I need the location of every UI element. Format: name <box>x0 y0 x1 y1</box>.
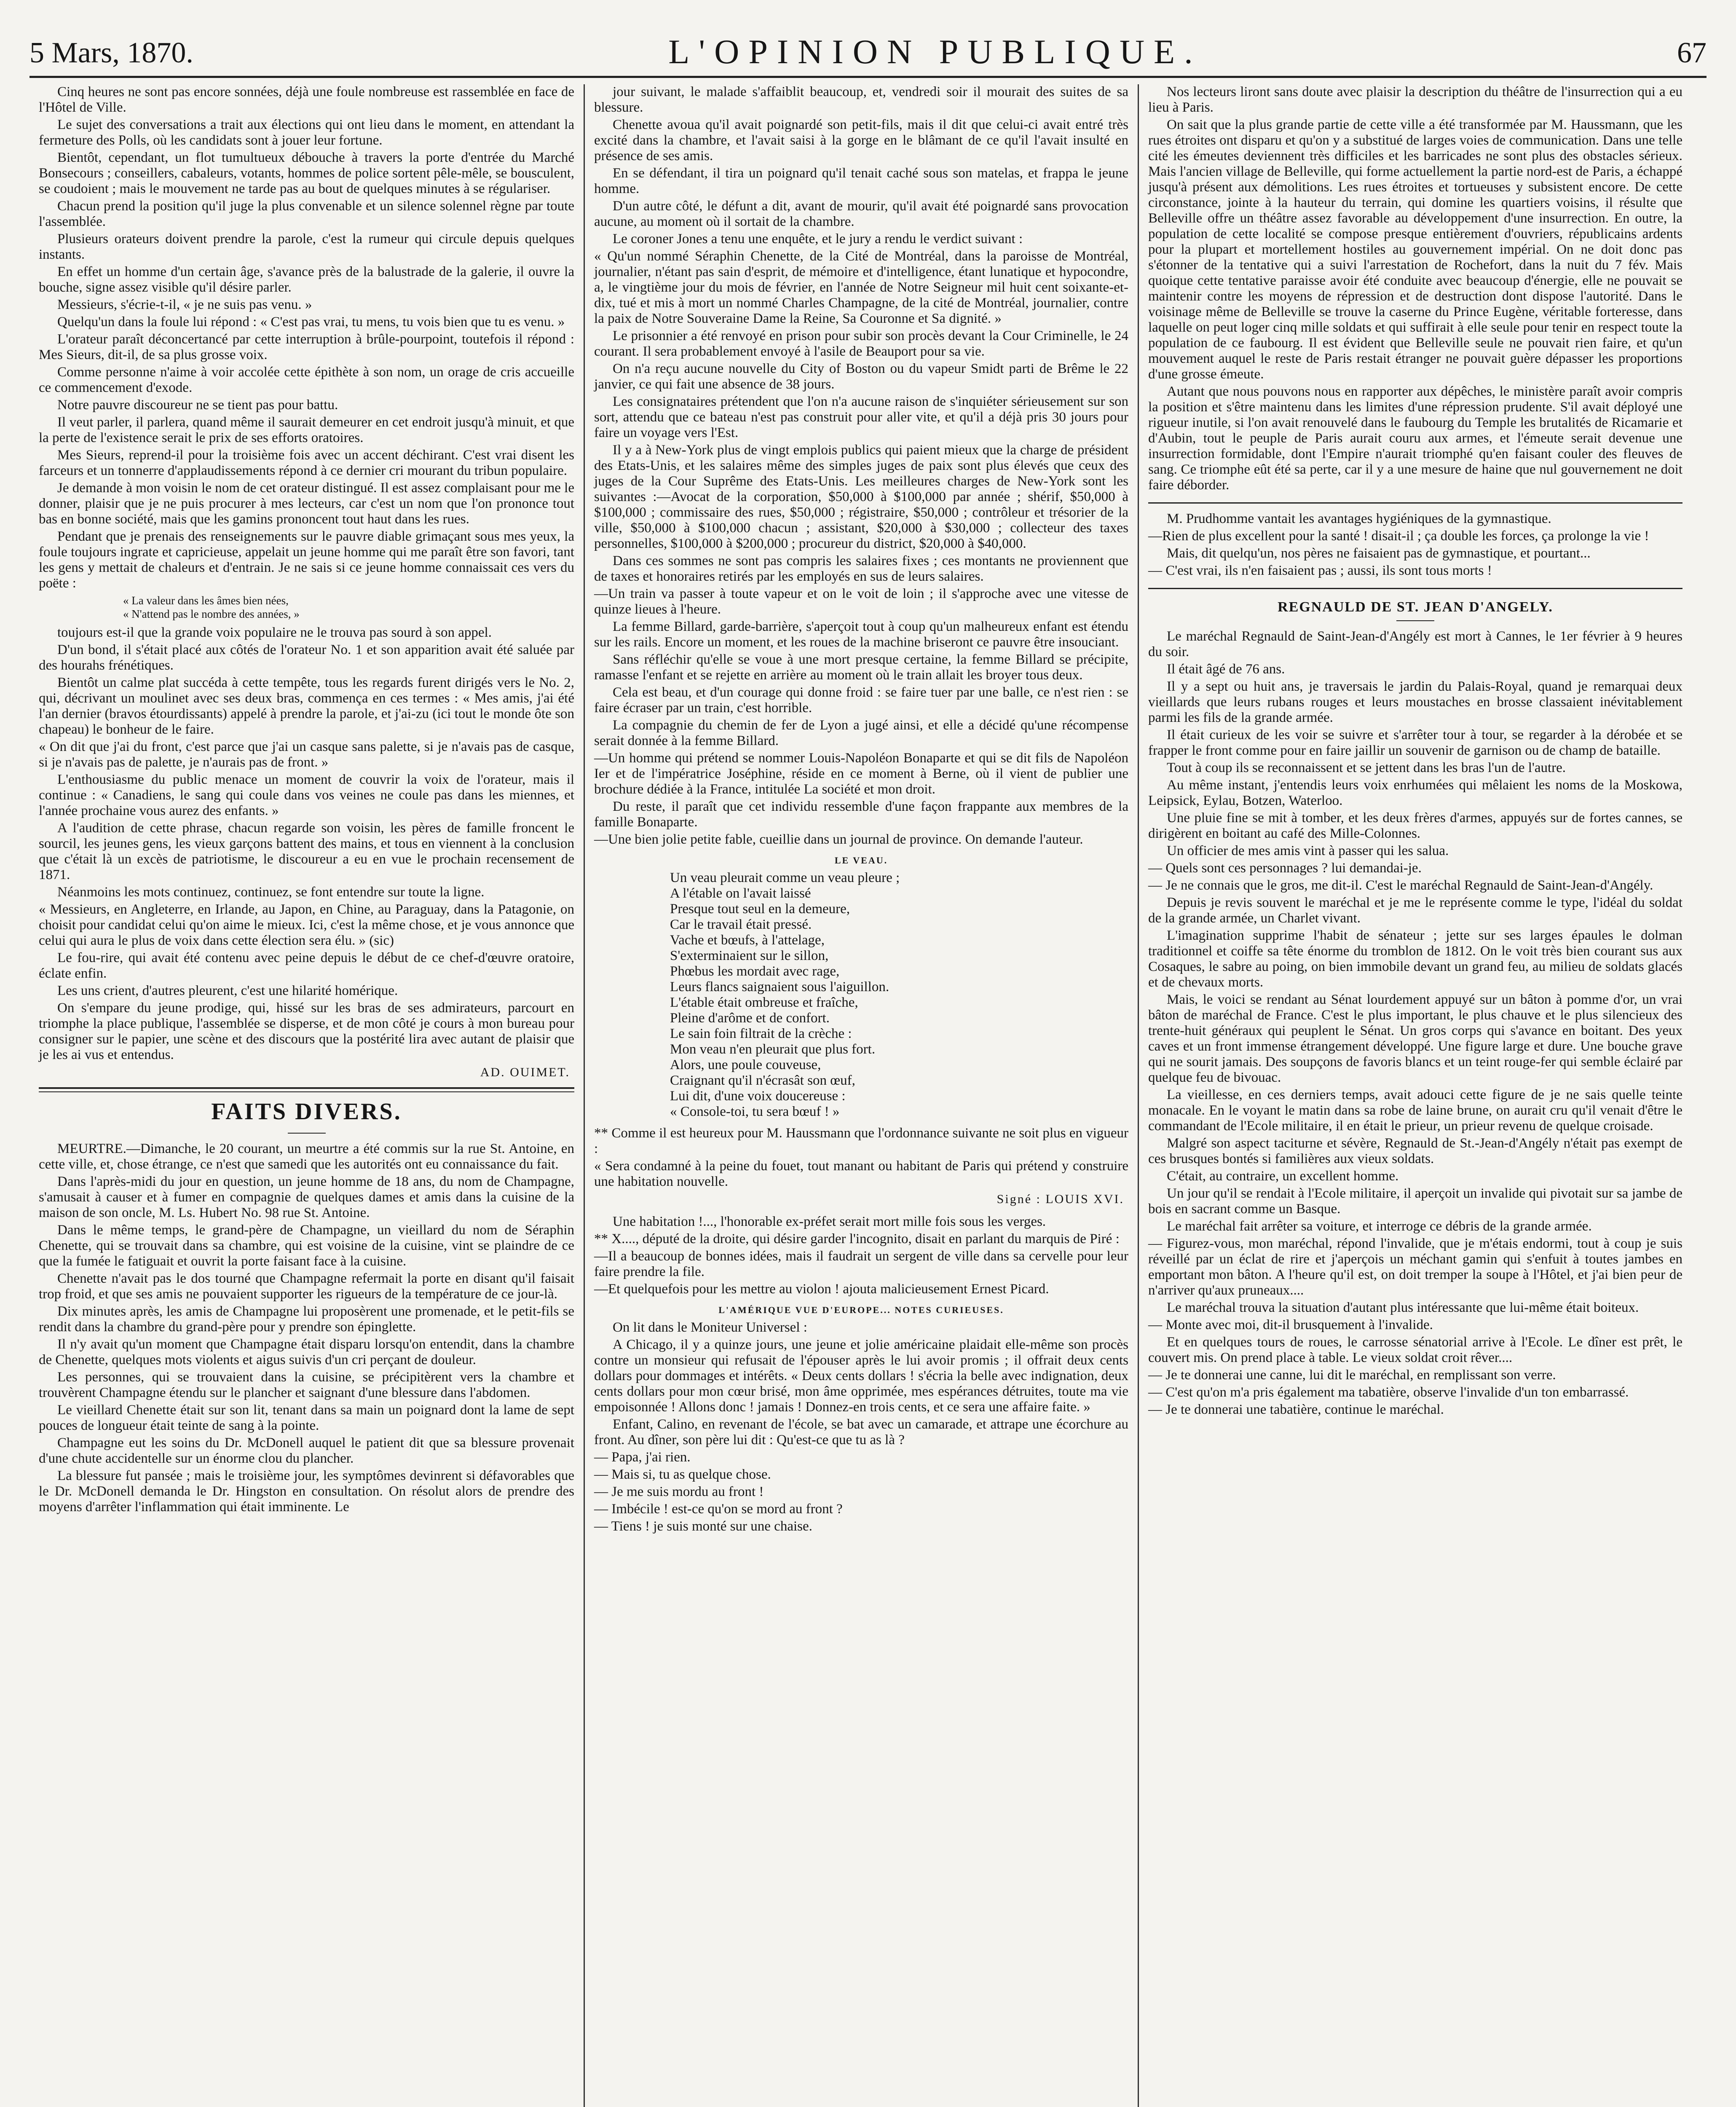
section-divider <box>1148 588 1682 589</box>
paragraph: Bientôt un calme plat succéda à cette tempête, tous les regards furent dirigés vers le No. 2, qui, décrivant un moulinet avec ses deux bras, commença en ces termes : « Mes amis, j'ai été l'an dernier (bravos étourdissants) appelé à prendre la parole, et j'ai-zu (ici tout le monde ôte son chapeau) le bonheur de le faire. <box>39 675 574 737</box>
amerique-heading: L'AMÉRIQUE VUE D'EUROPE... NOTES CURIEUSES. <box>718 1305 1004 1315</box>
paragraph: Dans ces sommes ne sont pas compris les salaires fixes ; ces montants ne proviennent que de taxes et honoraires retirés par les employés en sus de leurs salaires. <box>594 553 1128 584</box>
paragraph: —Un homme qui prétend se nommer Louis-Napoléon Bonaparte et qui se dit fils de Napoléon Ier et de l'impératrice Joséphine, réside en ce moment à Berne, où il vient de publier une brochure dédiée à la France, intitulée La société et mon droit. <box>594 751 1128 797</box>
verse-line: Presque tout seul en la demeure, <box>670 901 850 917</box>
paragraph: ** Comme il est heureux pour M. Haussmann que l'ordonnance suivante ne soit plus en vigueur : <box>594 1126 1128 1156</box>
paragraph: Il n'y avait qu'un moment que Champagne était disparu lorsqu'on entendit, dans la chambre de Chenette, quelques mots violents et aigus suivis d'un cri perçant de douleur. <box>39 1337 574 1367</box>
paragraph: Champagne eut les soins du Dr. McDonell auquel le patient dit que sa blessure provenait d'une chute accidentelle sur un énorme clou du plancher. <box>39 1435 574 1466</box>
verse-line: Vache et bœufs, à l'attelage, <box>670 933 825 948</box>
short-divider <box>1396 620 1434 621</box>
column-2 <box>584 84 1138 2107</box>
paragraph: A Chicago, il y a quinze jours, une jeune et jolie américaine plaidait elle-même son procès contre un monsieur qui refusait de l'épouser après le lui avoir promis ; il offrait deux cents dollars pour dommages et intérêts. « Deux cents dollars ! s'écria la belle avec indignation, deux cents dollars pour mon cœur brisé, mon âme opprimée, mes espérances détruites, toute ma vie empoisonnée ! Allons donc ! jamais ! Donnez-en trois cents, et ce sera une affaire faite. » <box>594 1337 1128 1415</box>
paragraph: C'était, au contraire, un excellent homme. <box>1167 1169 1399 1184</box>
paragraph: — Mais si, tu as quelque chose. <box>594 1467 771 1482</box>
paragraph: Plusieurs orateurs doivent prendre la parole, c'est la rumeur qui circule depuis quelques instants. <box>39 231 574 262</box>
paragraph: « Qu'un nommé Séraphin Chenette, de la Cité de Montréal, dans la paroisse de Montréal, journalier, n'étant pas sain d'esprit, de mémoire et d'intelligence, étant lunatique et hypocondre, a, le vingtième jour du mois de février, en l'année de Notre Seigneur mil huit cent soixante-et-dix, tué et mis à mort un nommé Charles Champagne, de la cité de Montréal, journalier, contre la paix de Notre Souveraine Dame la Reine, Sa Couronne et Sa dignité. » <box>594 249 1128 326</box>
paragraph: Cinq heures ne sont pas encore sonnées, déjà une foule nombreuse est rassemblée en face de l'Hôtel de Ville. <box>39 84 574 115</box>
verse-line: Pleine d'arôme et de confort. <box>670 1011 830 1026</box>
paragraph: — Papa, j'ai rien. <box>594 1450 691 1465</box>
verse-line: Un veau pleurait comme un veau pleure ; <box>670 870 900 885</box>
paragraph: Il y a à New-York plus de vingt emplois publics qui paient mieux que la charge de président des Etats-Unis, et les salaires même des simples juges de paix sont plus élevés que ceux des juges de la Cour Suprême des Etats-Unis. Les meilleures charges de New-York sont les suivantes :—Avocat de la corporation, $50,000 à $100,000 par année ; shérif, $50,000 à $100,000 ; commissaire des rues, $50,000 ; régistraire, $50,000 ; contrôleur et trésorier de la ville, $50,000 à $100,000 chacun ; assistant, $20,000 à $30,000 ; collecteur des taxes personnelles, $100,000 à $200,000 ; procureur du district, $20,000 à $40,000. <box>594 442 1128 551</box>
faits-divers-heading: FAITS DIVERS. <box>211 1099 402 1125</box>
verse-line: Leurs flancs saignaient sous l'aiguillon. <box>670 979 889 995</box>
paragraph: MEURTRE.—Dimanche, le 20 courant, un meurtre a été commis sur la rue St. Antoine, en cette ville, et, chose étrange, ce n'est que samedi que les autorités ont eu connaissance du fait. <box>39 1141 574 1172</box>
paragraph: On sait que la plus grande partie de cette ville a été transformée par M. Haussmann, que les rues étroites ont disparu et qu'on y a substitué de larges voies de communication. Dans une telle cité les émeutes deviennent très difficiles et les barricades ne sont plus des obstacles sérieux. Mais l'ancien village de Belleville, qui forme actuellement la partie nord-est de Paris, a échappé jusqu'à présent aux démolitions. Les rues étroites et tortueuses y subsistent encore. De cette circonstance, jointe à la hauteur du terrain, qui domine les quartiers voisins, il résulte que Belleville offre un théâtre assez favorable au développement d'une insurrection. En outre, la population de cette localité se compose presque entièrement d'ouvriers, républicains ardents pour la plupart et mortellement hostiles au gouvernement impérial. On ne doit donc pas s'étonner de la tentative qui a suivi l'arrestation de Rochefort, dans la nuit du 7 fév. Mais quoique cette tentative paraisse avoir été conduite avec beaucoup d'énergie, elle ne pouvait se maintenir contre les moyens de répression et de destruction dont dispose l'autorité. Dans le voisinage même de Belleville se trouve la caserne du Prince Eugène, véritable forteresse, dans laquelle on peut loger cinq mille soldats et qui suffirait à elle seule pour tenir en respect toute la population de ce faubourg. Il est évident que Belleville seule ne pouvait rien faire, et qu'un mouvement auquel le reste de Paris restait étranger ne pouvait guère dépasser les proportions d'une grosse émeute. <box>1148 117 1682 382</box>
column-3 <box>1138 84 1692 2107</box>
paragraph: On n'a reçu aucune nouvelle du City of Boston ou du vapeur Smidt parti de Brême le 22 janvier, ce qui fait une absence de 38 jours. <box>594 361 1128 392</box>
paragraph: — Je te donnerai une canne, lui dit le maréchal, en remplissant son verre. <box>1148 1367 1556 1383</box>
paragraph: — Je ne connais que le gros, me dit-il. C'est le maréchal Regnauld de Saint-Jean-d'Angély. <box>1148 878 1653 893</box>
paragraph: A l'audition de cette phrase, chacun regarde son voisin, les pères de famille froncent le sourcil, les jeunes gens, les vieux garçons battent des mains, et tous en viennent à la conclusion que c'était là un excès de patriotisme, le discoureur a eu en vue le prochain recensement de 1871. <box>39 820 574 882</box>
paragraph: Quelqu'un dans la foule lui répond : « C'est pas vrai, tu mens, tu vois bien que tu es venu. » <box>57 314 565 330</box>
verse-quote <box>39 594 574 621</box>
paragraph: « Sera condamné à la peine du fouet, tout manant ou habitant de Paris qui prétend y construire une habitation nouvelle. <box>594 1158 1128 1189</box>
article-signature: AD. OUIMET. <box>480 1065 570 1079</box>
paragraph: — Figurez-vous, mon maréchal, répond l'invalide, que je m'étais endormi, tout à coup je suis réveillé par un éclat de rire et j'aperçois un méchant gamin qui s'enfuit à toutes jambes en emportant mon bâton. A l'heure qu'il est, on doit tremper la soupe à l'Hôtel, et j'ai bien peur de n'arriver qu'aux pruneaux.... <box>1148 1236 1682 1298</box>
belleville-article <box>1148 84 1682 493</box>
paragraph: En effet un homme d'un certain âge, s'avance près de la balustrade de la galerie, il ouvre la bouche, signe assez visible qu'il désire parler. <box>39 264 574 295</box>
paragraph: D'un bond, il s'était placé aux côtés de l'orateur No. 1 et son apparition avait été saluée par des hourahs frénétiques. <box>39 642 574 673</box>
paragraph: La vieillesse, en ces derniers temps, avait adouci cette figure de je ne sais quelle teinte monacale. En le voyant le matin dans sa robe de laine brune, on aurait cru qu'il venait d'être le commandant de l'Ecole militaire, il en était le prieur, un prieur revenu de quelque croisade. <box>1148 1087 1682 1134</box>
paragraph: Les consignataires prétendent que l'on n'a aucune raison de s'inquiéter sérieusement sur son sort, attendu que ce bateau n'est pas construit pour aller vite, et qu'il a déjà pris 30 jours pour faire un voyage vers l'Est. <box>594 394 1128 440</box>
section-divider <box>1148 502 1682 504</box>
paragraph: Mais, dit quelqu'un, nos pères ne faisaient pas de gymnastique, et pourtant... <box>1167 546 1591 561</box>
article-election-text <box>39 84 574 591</box>
paragraph: Le coroner Jones a tenu une enquête, et le jury a rendu le verdict suivant : <box>613 231 1023 247</box>
regnauld-article <box>1148 629 1682 1418</box>
verse-line: L'étable était ombreuse et fraîche, <box>670 995 858 1010</box>
paragraph: — Je me suis mordu au front ! <box>594 1484 764 1499</box>
verse-line: Le sain foin filtrait de la crèche : <box>670 1026 852 1041</box>
ordonnance-signature: Signé : LOUIS XVI. <box>997 1192 1124 1206</box>
paragraph: Un officier de mes amis vint à passer qui les salua. <box>1167 843 1449 858</box>
paragraph: M. Prudhomme vantait les avantages hygiéniques de la gymnastique. <box>1167 511 1551 526</box>
paragraph: Messieurs, s'écrie-t-il, « je ne suis pas venu. » <box>57 297 312 312</box>
paragraph: Tout à coup ils se reconnaissent et se jettent dans les bras l'un de l'autre. <box>1167 760 1566 775</box>
regnauld-heading: REGNAULD DE ST. JEAN D'ANGELY. <box>1278 599 1553 615</box>
paragraph: « On dit que j'ai du front, c'est parce que j'ai un casque sans palette, si je n'avais pas de casque, si je n'avais pas de palette, je n'aurais pas de front. » <box>39 739 574 770</box>
paragraph: Le maréchal trouva la situation d'autant plus intéressante que lui-même était boiteux. <box>1167 1300 1639 1315</box>
paragraph: — Monte avec moi, dit-il brusquement à l'invalide. <box>1148 1317 1433 1332</box>
paragraph: On s'empare du jeune prodige, qui, hissé sur les bras de ses admirateurs, parcourt en triomphe la place publique, l'assemblée se disperse, et de mon côté je cours à mon bureau pour consigner sur le papier, une scène et des discours que la postérité lira avec autant de plaisir que je les ai vus et entendus. <box>39 1000 574 1062</box>
verse-line: « N'attend pas le nombre des années, » <box>123 608 300 620</box>
paragraph: D'un autre côté, le défunt a dit, avant de mourir, qu'il avait été poignardé sans provocation aucune, au moment où il sortait de la chambre. <box>594 198 1128 229</box>
paragraph: Pendant que je prenais des renseignements sur le pauvre diable grimaçant sous mes yeux, la foule toujours ingrate et capricieuse, appelait un jeune homme qui me paraît être son favori, tant les gens y mettait de chaleurs et d'entrain. Je ne sais si ce jeune homme connaissait ces vers du poëte : <box>39 529 574 591</box>
paragraph: Depuis je revis souvent le maréchal et je me le représente comme le type, l'idéal du soldat de la grande armée, un Charlet vivant. <box>1148 895 1682 926</box>
verse-line: Lui dit, d'une voix doucereuse : <box>670 1088 846 1104</box>
paragraph: L'imagination supprime l'habit de sénateur ; jette sur ses larges épaules le dolman traditionnel et coiffe sa tête énorme du tromblon de 1812. On le voit très bien courant sus aux Cosaques, le sabre au poing, on bien immobile devant un grand feu, au milieu de soldats glacés et de chevaux morts. <box>1148 928 1682 990</box>
paragraph: Nos lecteurs liront sans doute avec plaisir la description du théâtre de l'insurrection qui a eu lieu à Paris. <box>1148 84 1682 115</box>
paragraph: Malgré son aspect taciturne et sévère, Regnauld de St.-Jean-d'Angély n'était pas exempt de ces brusques bontés si familières aux vieux soldats. <box>1148 1136 1682 1166</box>
masthead-title: L'OPINION PUBLIQUE. <box>668 32 1202 71</box>
section-divider <box>39 1087 574 1092</box>
faits-divers-text-cont <box>594 84 1128 847</box>
paragraph: Mes Sieurs, reprend-il pour la troisième fois avec un accent déchirant. C'est vrai disent les farceurs et un tonnerre d'applaudissements répond à ce dernier cri mourant du tribun populaire. <box>39 448 574 478</box>
paragraph: —Il a beaucoup de bonnes idées, mais il faudrait un sergent de ville dans sa cervelle pour leur faire prendre la file. <box>594 1249 1128 1279</box>
paragraph: toujours est-il que la grande voix populaire ne le trouva pas sourd à son appel. <box>57 625 492 640</box>
paragraph: Je demande à mon voisin le nom de cet orateur distingué. Il est assez complaisant pour me le donner, plaisir que je ne puis procurer à mes lecteurs, car c'est un nom que l'on prononce tout bas en bonne société, mais que les gamins prononcent tout haut dans les rues. <box>39 480 574 527</box>
paragraph: Le maréchal Regnauld de Saint-Jean-d'Angély est mort à Cannes, le 1er février à 9 heures du soir. <box>1148 629 1682 659</box>
paragraph: La blessure fut pansée ; mais le troisième jour, les symptômes devinrent si défavorables que le Dr. McDonell demanda le Dr. Hingston en consultation. On résolut alors de prendre des moyens d'arrêter l'inflammation qui était imminente. Le <box>39 1468 574 1515</box>
prudhomme-anecdote <box>1148 511 1682 579</box>
paragraph: jour suivant, le malade s'affaiblit beaucoup, et, vendredi soir il mourait des suites de sa blessure. <box>594 84 1128 115</box>
poem-verses <box>594 870 1128 1120</box>
paragraph: L'orateur paraît déconcertancé par cette interruption à brûle-pourpoint, toutefois il répond : Mes Sieurs, dit-il, de sa plus grosse voix. <box>39 332 574 362</box>
paragraph: Chenette n'avait pas le dos tourné que Champagne refermait la porte en disant qu'il faisait trop froid, et que ses amis ne pouvaient supporter les rigueurs de la température de ce jour-là. <box>39 1271 574 1302</box>
paragraph: Il était curieux de les voir se suivre et s'arrêter tour à tour, se regarder à la dérobée et se frapper le front comme pour en faire jaillir un souvenir de garnison ou de champ de bataille. <box>1148 727 1682 758</box>
paragraph: Et en quelques tours de roues, le carrosse sénatorial arrive à l'Ecole. Le dîner est prêt, le couvert mis. On prend place à table. Le vieux soldat croit rêver.... <box>1148 1335 1682 1365</box>
verse-line: « Console-toi, tu sera bœuf ! » <box>670 1104 840 1119</box>
paragraph: Bientôt, cependant, un flot tumultueux débouche à travers la porte d'entrée du Marché Bonsecours ; conseillers, cabaleurs, votants, hommes de police sortent pêle-mêle, se bousculent, se coudoient ; mais le mouvement ne tarde pas au bout de quelques minutes à se régulariser. <box>39 150 574 196</box>
paragraph: Dans l'après-midi du jour en question, un jeune homme de 18 ans, du nom de Champagne, s'amusait à causer et à fumer en compagnie de quelques dames et amis dans la cuisine de la maison de son oncle, M. Ls. Hubert No. 98 rue St. Antoine. <box>39 1174 574 1220</box>
paragraph: Il y a sept ou huit ans, je traversais le jardin du Palais-Royal, quand je remarquai deux vieillards que leurs rubans rouges et leurs moustaches en brosse classaient inévitablement parmi les fils de la grande armée. <box>1148 679 1682 725</box>
paragraph: Le sujet des conversations a trait aux élections qui ont lieu dans le moment, en attendant la fermeture des Polls, où les candidats sont à jouer leur fortune. <box>39 117 574 148</box>
paragraph: L'enthousiasme du public menace un moment de couvrir la voix de l'orateur, mais il continue : « Canadiens, le sang qui coule dans vos veines ne coule pas dans les miennes, et l'année prochaine vous aurez des enfants. » <box>39 772 574 818</box>
paragraph: Notre pauvre discoureur ne se tient pas pour battu. <box>57 397 338 413</box>
paragraph: Néanmoins les mots continuez, continuez, se font entendre sur toute la ligne. <box>57 885 485 900</box>
paragraph: Autant que nous pouvons nous en rapporter aux dépêches, le ministère paraît avoir compris la position et s'être maintenu dans les limites d'une répression prudente. S'il avait déployé une rigueur inutile, si l'on avait renouvelé dans le faubourg du Temple les brutalités de Ricamarie et d'Aubin, tout le peuple de Paris aurait couru aux armes, et l'émeute serait devenue une insurrection formidable, dont l'Empire n'aurait triomphé qu'en faisant couler des fleuves de sang. Ce triomphe eût été sa perte, car il y a une mesure de haine que nul gouvernement ne doit faire déborder. <box>1148 384 1682 493</box>
column-1 <box>29 84 584 2107</box>
verse-line: Phœbus les mordait avec rage, <box>670 964 840 979</box>
paragraph: Les personnes, qui se trouvaient dans la cuisine, se précipitèrent vers la chambre et trouvèrent Champagne étendu sur le plancher et saignant d'une blessure dans l'abdomen. <box>39 1370 574 1400</box>
amerique-text <box>594 1320 1128 1534</box>
paragraph: « Messieurs, en Angleterre, en Irlande, au Japon, en Chine, au Paraguay, dans la Patagonie, on choisit pour candidat celui qu'on aime le mieux. Ici, c'est la même chose, et je vous annonce que celui qui aura le plus de voix dans cette élection sera élu. » (sic) <box>39 902 574 948</box>
paragraph: Chenette avoua qu'il avait poignardé son petit-fils, mais il dit que celui-ci avait entré très excité dans la chambre, et l'avait saisi à la gorge en le blâmant de ce qu'il l'avait insulté en présence de ses amis. <box>594 117 1128 164</box>
ordonnance-text <box>594 1126 1128 1190</box>
paragraph: —Rien de plus excellent pour la santé ! disait-il ; ça double les forces, ça prolonge la vie ! <box>1148 528 1649 544</box>
paragraph: Le prisonnier a été renvoyé en prison pour subir son procès devant la Cour Criminelle, le 24 courant. Il sera probablement envoyé à l'asile de Beauport pour sa vie. <box>594 328 1128 359</box>
paragraph: Il était âgé de 76 ans. <box>1167 662 1285 677</box>
paragraph: On lit dans le Moniteur Universel : <box>613 1320 807 1335</box>
paragraph: Sans réfléchir qu'elle se voue à une mort presque certaine, la femme Billard se précipite, ramasse l'enfant et se rejette en arrière au moment où le train allait les broyer tous deux. <box>594 652 1128 683</box>
paragraph: Une habitation !..., l'honorable ex-préfet serait mort mille fois sous les verges. <box>613 1214 1046 1229</box>
paragraph: — Je te donnerai une tabatière, continue le maréchal. <box>1148 1402 1444 1417</box>
paragraph: Le maréchal fait arrêter sa voiture, et interroge ce débris de la grande armée. <box>1167 1219 1592 1234</box>
paragraph: Mais, le voici se rendant au Sénat lourdement appuyé sur un bâton à pomme d'or, un vrai bâton de maréchal de France. C'est le plus important, le plus chauve et le plus silencieux des trente-huit généraux qui peuplent le Sénat. Un gros corps qui s'avance en boitant. Des yeux caves et un front immense étrangement développé. Une figure large et dure. Une bouche grave qui ne sourit jamais. Des soupçons de favoris blancs et un teint rouge-fer qui semble éclairé par quelque feu de bivouac. <box>1148 992 1682 1085</box>
article-election-text-cont <box>39 625 574 1063</box>
paragraph: — C'est qu'on m'a pris également ma tabatière, observe l'invalide d'un ton embarrassé. <box>1148 1385 1629 1400</box>
paragraph: Une pluie fine se mit à tomber, et les deux frères d'armes, appuyés sur de fortes cannes, se dirigèrent en boitant au café des Mille-Colonnes. <box>1148 810 1682 841</box>
verse-line: Craignant qu'il n'écrasât son œuf, <box>670 1073 855 1088</box>
page-header <box>29 29 1707 78</box>
paragraph: La femme Billard, garde-barrière, s'aperçoit tout à coup qu'un malheureux enfant est étendu sur les rails. Encore un moment, et les roues de la machine briseront ce pauvre être insouciant. <box>594 619 1128 650</box>
poem-title: LE VEAU. <box>834 855 888 866</box>
verse-line: Alors, une poule couveuse, <box>670 1057 821 1072</box>
paragraph: Le fou-rire, qui avait été contenu avec peine depuis le début de ce chef-d'œuvre oratoire, éclate enfin. <box>39 950 574 981</box>
paragraph: Un jour qu'il se rendait à l'Ecole militaire, il aperçoit un invalide qui pivotait sur sa jambe de bois en sacrant comme un Basque. <box>1148 1186 1682 1217</box>
paragraph: Enfant, Calino, en revenant de l'école, se bat avec un camarade, et attrape une écorchure au front. Au dîner, son père lui dit : Qu'est-ce que tu as là ? <box>594 1417 1128 1448</box>
paragraph: —Un train va passer à toute vapeur et on le voit de loin ; il s'approche avec une vitesse de quinze lieues à l'heure. <box>594 586 1128 617</box>
faits-divers-text <box>39 1141 574 1515</box>
paragraph: Au même instant, j'entendis leurs voix enrhumées qui mêlaient les noms de la Moskowa, Leipsick, Eylau, Botzen, Waterloo. <box>1148 777 1682 808</box>
paragraph: Du reste, il paraît que cet individu ressemble d'une façon frappante aux membres de la famille Bonaparte. <box>594 799 1128 830</box>
paragraph: —Et quelquefois pour les mettre au violon ! ajouta malicieusement Ernest Picard. <box>594 1281 1049 1297</box>
paragraph: Les uns crient, d'autres pleurent, c'est une hilarité homérique. <box>57 983 398 998</box>
paragraph: ** X...., député de la droite, qui désire garder l'incognito, disait en parlant du marquis de Piré : <box>594 1231 1120 1247</box>
paragraph: En se défendant, il tira un poignard qu'il tenait caché sous son matelas, et frappa le jeune homme. <box>594 166 1128 196</box>
verse-line: S'exterminaient sur le sillon, <box>670 948 829 963</box>
paragraph: Comme personne n'aime à voir accolée cette épithète à son nom, un orage de cris accueille ce commencement d'exode. <box>39 365 574 395</box>
short-divider <box>288 1133 326 1134</box>
paragraph: Dans le même temps, le grand-père de Champagne, un vieillard du nom de Séraphin Chenette, qui se trouvait dans sa chambre, qui est voisine de la cuisine, vint se plaindre de ce que la fumée le fatiguait et ouvrit la porte faisant face à la cuisine. <box>39 1222 574 1269</box>
issue-date: 5 Mars, 1870. <box>29 37 193 69</box>
paragraph: —Une bien jolie petite fable, cueillie dans un journal de province. On demande l'auteur. <box>594 832 1083 847</box>
anecdotes-text <box>594 1214 1128 1297</box>
verse-line: Mon veau n'en pleurait que plus fort. <box>670 1042 876 1057</box>
paragraph: — C'est vrai, ils n'en faisaient pas ; aussi, ils sont tous morts ! <box>1148 563 1492 578</box>
paragraph: La compagnie du chemin de fer de Lyon a jugé ainsi, et elle a décidé qu'une récompense serait donnée à la femme Billard. <box>594 718 1128 748</box>
paragraph: Chacun prend la position qu'il juge la plus convenable et un silence solennel règne par toute l'assemblée. <box>39 198 574 229</box>
paragraph: — Tiens ! je suis monté sur une chaise. <box>594 1519 812 1534</box>
page-number: 67 <box>1677 37 1707 69</box>
paragraph: Cela est beau, et d'un courage qui donne froid : se faire tuer par une balle, ce n'est rien : se faire écraser par un train, c'est horrible. <box>594 685 1128 716</box>
paragraph: — Imbécile ! est-ce qu'on se mord au front ? <box>594 1501 843 1517</box>
paragraph: Il veut parler, il parlera, quand même il saurait demeurer en cet endroit jusqu'à minuit, et que la perte de l'existence serait le prix de ses efforts oratoires. <box>39 415 574 445</box>
verse-line: « La valeur dans les âmes bien nées, <box>123 594 289 607</box>
verse-line: A l'étable on l'avait laissé <box>670 886 811 901</box>
paragraph: Dix minutes après, les amis de Champagne lui proposèrent une promenade, et le petit-fils se rendit dans la chambre du grand-père pour y prendre son épinglette. <box>39 1304 574 1335</box>
verse-line: Car le travail était pressé. <box>670 917 812 932</box>
paragraph: Le vieillard Chenette était sur son lit, tenant dans sa main un poignard dont la lame de sept pouces de longueur était teinte de sang à la pointe. <box>39 1402 574 1433</box>
paragraph: — Quels sont ces personnages ? lui demandai-je. <box>1148 860 1422 876</box>
